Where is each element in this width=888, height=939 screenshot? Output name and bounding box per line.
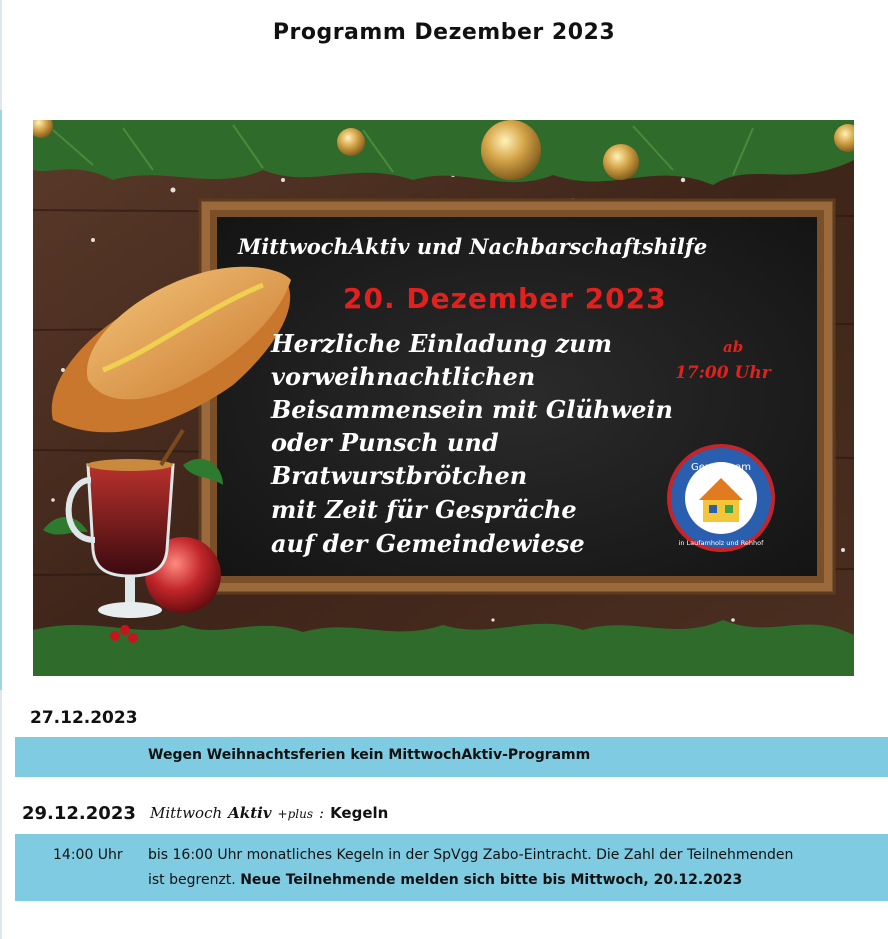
program-prefix: Mittwoch bbox=[150, 804, 223, 822]
poster-date: 20. Dezember 2023 bbox=[343, 282, 667, 315]
poster-line: auf der Gemeindewiese bbox=[271, 529, 585, 558]
poster-line: mit Zeit für Gespräche bbox=[271, 495, 577, 524]
gold-ornament bbox=[603, 144, 639, 180]
left-border-accent bbox=[0, 110, 2, 690]
description-plain: ist begrenzt. bbox=[148, 872, 236, 888]
poster-line: Bratwurstbrötchen bbox=[271, 461, 528, 490]
poster-time: 17:00 Uhr bbox=[675, 363, 771, 383]
description-bold: Neue Teilnehmende melden sich bitte bis Mittwoch, 20.12.2023 bbox=[240, 872, 743, 888]
event-date: 29.12.2023 bbox=[22, 803, 136, 824]
aktiv-logo-small: Aktiv bbox=[228, 804, 272, 822]
event-description-line1: bis 16:00 Uhr monatliches Kegeln in der SpVgg Zabo-Eintracht. Die Zahl der Teilnehmenden bbox=[148, 847, 794, 863]
aktiv-logo: Aktiv bbox=[348, 234, 410, 259]
poster-line: vorweihnachtlichen bbox=[271, 362, 536, 391]
program-title: Kegeln bbox=[330, 804, 389, 822]
gemeinsam-logo bbox=[669, 446, 773, 550]
event-time: 14:00 Uhr bbox=[53, 847, 123, 863]
poster-line: Beisammensein mit Glühwein bbox=[271, 395, 673, 424]
event-poster bbox=[33, 120, 854, 676]
poster-line: Herzliche Einladung zum bbox=[271, 329, 612, 358]
badge-top-text: Gemeinsam bbox=[691, 462, 751, 473]
gold-ornament bbox=[337, 128, 365, 156]
program-plus: +plus bbox=[277, 807, 313, 821]
poster-heading-right: und Nachbarschaftshilfe bbox=[416, 234, 708, 259]
event-description-line2 bbox=[148, 872, 742, 888]
badge-bottom-text: in Laufamholz und Rehhof bbox=[678, 539, 764, 547]
program-colon: : bbox=[319, 804, 325, 822]
poster-heading-left: Mittwoch bbox=[238, 234, 349, 259]
event-program-title bbox=[150, 804, 388, 822]
page-title: Programm Dezember 2023 bbox=[272, 20, 616, 45]
event-band bbox=[15, 834, 888, 901]
poster-time-prefix: ab bbox=[723, 338, 744, 356]
gold-ornament bbox=[481, 120, 541, 180]
event-text: Wegen Weihnachtsferien kein MittwochAktiv-Programm bbox=[148, 747, 591, 763]
poster-line: oder Punsch und bbox=[271, 428, 499, 457]
svg-text:MittwochAktiv und Nachba bbox=[237, 234, 707, 259]
event-date: 27.12.2023 bbox=[30, 708, 138, 728]
event-band bbox=[15, 737, 888, 777]
